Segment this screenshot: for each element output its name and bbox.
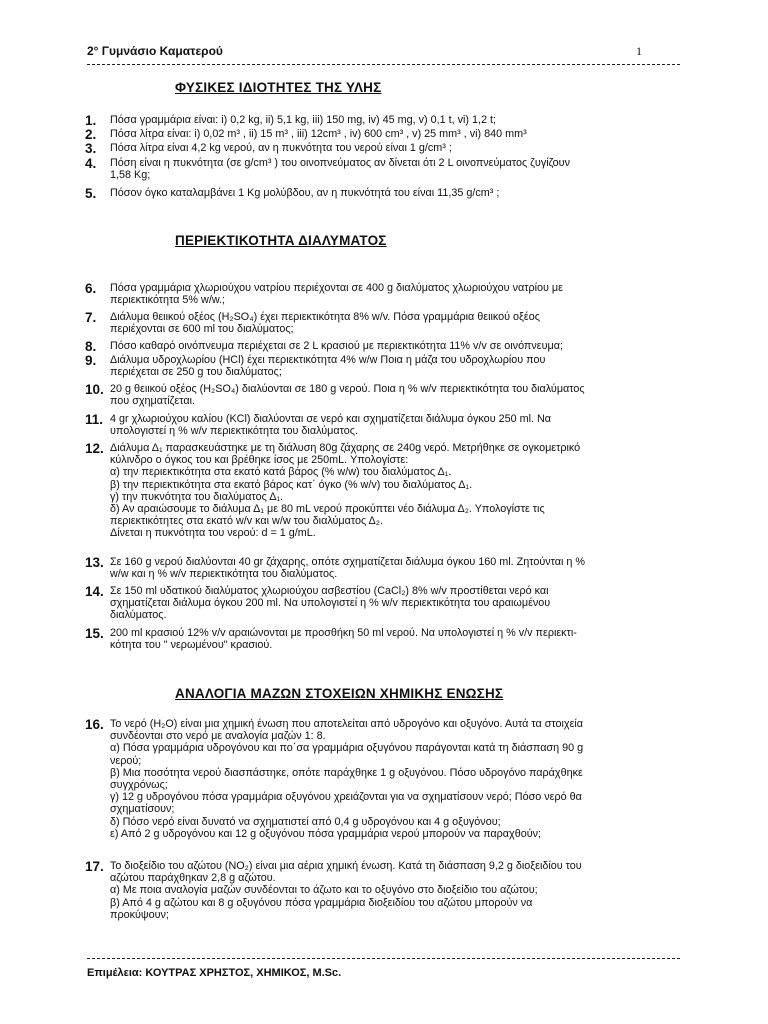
question-5	[85, 187, 685, 199]
question-3	[85, 142, 685, 154]
question-text: Πόση είναι η πυκνότητα (σε g/cm³ ) του οινοπνεύματος αν δίνεται ότι 2 L οινοπνεύματος ζυγίζουν 1,58 Kg;	[110, 157, 570, 182]
question-6	[85, 282, 685, 306]
question-text: Διάλυμα θειικού οξέος (H₂SO₄) έχει περιεκτικότητα 8% w/v. Πόσα γραμμάρια θειικού οξέος περιέχονται σε 600 ml του διαλύματος;	[110, 311, 540, 336]
section-title-physical-properties: ΦΥΣΙΚΕΣ ΙΔΙΟΤΗΤΕΣ ΤΗΣ ΥΛΗΣ	[175, 80, 382, 95]
question-number: 12.	[85, 441, 104, 456]
section-title-solution-concentration: ΠΕΡΙΕΚΤΙΚΟΤΗΤΑ ΔΙΑΛΥΜΑΤΟΣ	[175, 233, 387, 248]
question-8	[85, 340, 685, 352]
question-number: 9.	[85, 353, 97, 368]
question-text: Διάλυμα Δ₁ παρασκευάστηκε με τη διάλυση 80g ζάχαρης σε 240g νερό. Μετρήθηκε σε ογκομετρικό κύλινδρο ο όγκος του και βρέθηκε ίσος με 250mL. Υπολογίστε: α) την περιεκτικότητα στα εκατό κατά βάρος (% w/w) του διαλύματος Δ₁. β) την περιεκτικότητα στα εκατό βάρος κατ΄ όγκο (% w/v) του διαλύματος Δ₁. γ) την πυκνότητα του διαλύματος Δ₁. δ) Αν αραιώσουμε το διάλυμα Δ₁ με 80 mL νερού προκύπτει νέο διάλυμα Δ₂. Υπολογίστε τις περιεκτικότητες στα εκατό w/v και w/w του διαλύματος Δ₂. Δίνεται η πυκνότητα του νερού: d = 1 g/mL.	[110, 442, 581, 540]
question-number: 1.	[85, 113, 97, 128]
question-number: 11.	[85, 412, 104, 427]
question-number: 10.	[85, 382, 104, 397]
question-number: 5.	[85, 186, 97, 201]
question-text: Το νερό (H₂O) είναι μια χημική ένωση που αποτελείται από υδρογόνο και οξυγόνο. Αυτά τα στοιχεία συνδέονται στο νερό με αναλογία μαζών 1: 8. α) Πόσα γραμμάρια υδρογόνου και πο΄σα γραμμάρια οξυγόνου παράγονται κατά τη διάσπαση 90 g νερού; β) Μια ποσότητα νερού διασπάστηκε, οπότε παράχθηκε 1 g οξυγόνου. Πόσο υδρογόνο παράχθηκε συγχρόνως; γ) 12 g υδρογόνου πόσα γραμμάρια οξυγόνου χρειάζονται για να σχηματίσουν νερό; Πόσο νερό θα σχηματίσουν; δ) Πόσο νερό είναι δυνατό να σχηματιστεί από 0,4 g υδρογόνου και 4 g οξυγόνου; ε) Από 2 g υδρογόνου και 12 g οξυγόνου πόσα γραμμάρια νερού μπορούν να παραχθούν;	[110, 718, 584, 840]
question-text: Σε 160 g νερού διαλύονται 40 gr ζάχαρης, οπότε σχηματίζεται διάλυμα όγκου 160 ml. Ζητούνται η % w/w και η % w/v περιεκτικότητα του διαλύματος.	[110, 556, 586, 581]
question-7	[85, 311, 685, 335]
question-12	[85, 442, 685, 540]
question-10	[85, 383, 685, 407]
question-9	[85, 354, 685, 378]
question-number: 14.	[85, 584, 104, 599]
section-title-mass-ratio: ΑΝΑΛΟΓΙΑ ΜΑΖΩΝ ΣΤΟΧΕΙΩΝ ΧΗΜΙΚΗΣ ΕΝΩΣΗΣ	[175, 686, 504, 701]
question-text: Πόσα γραμμάρια είναι: i) 0,2 kg, ii) 5,1 kg, iii) 150 mg, iv) 45 mg, v) 0,1 t, vi) 1,2 t;	[110, 114, 497, 126]
question-text: Πόσα γραμμάρια χλωριούχου νατρίου περιέχονται σε 400 g διαλύματος χλωριούχου νατρίου με περιεκτικότητα 5% w/w.;	[110, 282, 563, 307]
question-11	[85, 413, 685, 437]
question-text: Σε 150 ml υδατικού διαλύματος χλωριούχου ασβεστίου (CaCl₂) 8% w/v προστίθεται νερό και σχηματίζεται διάλυμα όγκου 200 ml. Να υπολογιστεί η % w/v περιεκτικότητα του αραιωμένου διαλύματος.	[110, 585, 551, 622]
question-number: 3.	[85, 141, 97, 156]
question-text: 4 gr χλωριούχου καλίου (KCl) διαλύονται σε νερό και σχηματίζεται διάλυμα όγκου 250 ml. Να υπολογιστεί η % w/v περιεκτικότητα του διαλύματος.	[110, 413, 552, 438]
question-number: 2.	[85, 127, 97, 142]
question-text: Πόσο καθαρό οινόπνευμα περιέχεται σε 2 L κρασιού με περιεκτικότητα 11% v/v σε οινόπνευμα;	[110, 340, 563, 352]
question-text: Διάλυμα υδροχλωρίου (HCl) έχει περιεκτικότητα 4% w/w Ποια η μάζα του υδροχλωρίου που περιέχεται σε 250 g του διαλύματος;	[110, 354, 546, 379]
question-1	[85, 114, 685, 126]
question-number: 15.	[85, 626, 104, 641]
question-number: 4.	[85, 156, 97, 171]
question-2	[85, 128, 685, 140]
question-number: 16.	[85, 717, 104, 732]
question-number: 8.	[85, 339, 97, 354]
question-text: Πόσα λίτρα είναι 4,2 kg νερού, αν η πυκνότητα του νερού είναι 1 g/cm³ ;	[110, 142, 452, 154]
question-text: 20 g θειικού οξέος (H₂SO₄) διαλύονται σε 180 g νερού. Ποια η % w/v περιεκτικότητα του διαλύματος που σχηματίζεται.	[110, 383, 585, 408]
question-15	[85, 627, 685, 651]
question-14	[85, 585, 685, 622]
question-number: 7.	[85, 310, 97, 325]
question-16	[85, 718, 685, 840]
page-number: 1	[636, 44, 642, 58]
header-divider	[87, 64, 680, 65]
question-text: 200 ml κρασιού 12% v/v αραιώνονται με προσθήκη 50 ml νερού. Να υπολογιστεί η % v/v περιεκτι- κότητα του " νερωμένου" κρασιού.	[110, 627, 577, 652]
question-17	[85, 860, 685, 921]
header-school: 2° Γυμνάσιο Καματερού	[87, 44, 223, 58]
footer-divider	[87, 958, 680, 959]
question-text: Πόσον όγκο καταλαμβάνει 1 Kg μολύβδου, αν η πυκνότητά του είναι 11,35 g/cm³ ;	[110, 187, 500, 199]
question-text: Το διοξείδιο του αζώτου (NO₂) είναι μια αέρια χημική ένωση. Κατά τη διάσπαση 9,2 g διοξειδίου του αζώτου παράχθηκαν 2,8 g αζώτου. α) Με ποια αναλογία μαζών συνδέονται το άζωτο και το οξυγόνο στο διοξείδιο του αζώτου; β) Από 4 g αζώτου και 8 g οξυγόνου πόσα γραμμάρια διοξειδίου του αζώτου μπορούν να προκύψουν;	[110, 860, 582, 921]
question-text: Πόσα λίτρα είναι: i) 0,02 m³ , ii) 15 m³ , iii) 12cm³ , iv) 600 cm³ , v) 25 mm³ , vi) 840 mm³	[110, 128, 527, 140]
question-number: 6.	[85, 281, 97, 296]
question-number: 13.	[85, 555, 104, 570]
question-4	[85, 157, 685, 181]
footer-author: Επιμέλεια: ΚΟΥΤΡΑΣ ΧΡΗΣΤΟΣ, ΧΗΜΙΚΟΣ, M.Sc.	[87, 967, 342, 979]
question-13	[85, 556, 685, 580]
question-number: 17.	[85, 859, 104, 874]
